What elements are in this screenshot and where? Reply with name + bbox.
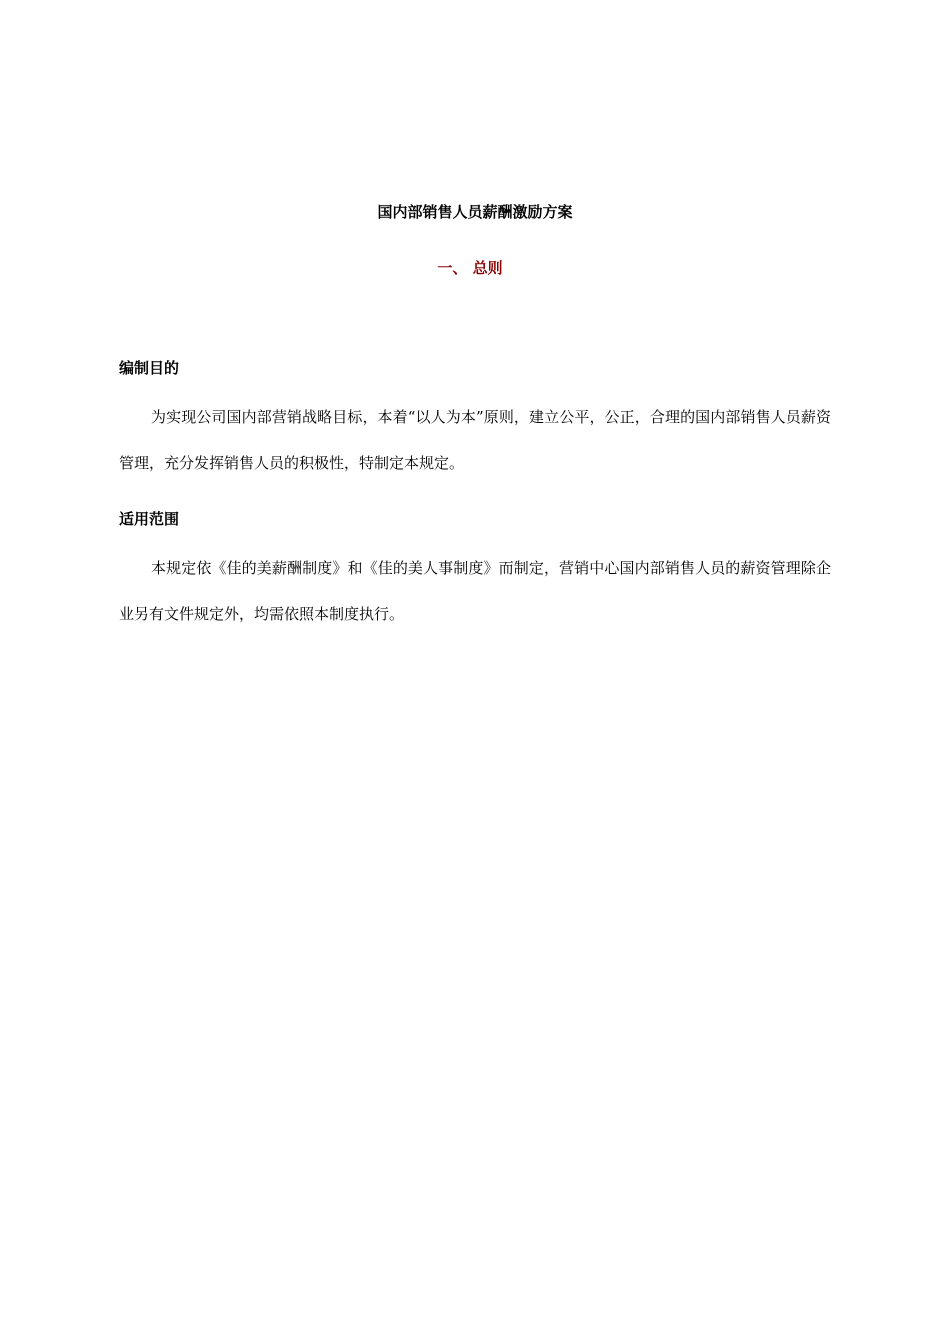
scope-heading: 适用范围 [119, 510, 180, 528]
purpose-heading: 编制目的 [119, 359, 180, 377]
document-title: 国内部销售人员薪酬激励方案 [377, 203, 573, 221]
scope-paragraph: 本规定依《佳的美薪酬制度》和《佳的美人事制度》而制定，营销中心国内部销售人员的薪资管理除企业另有文件规定外，均需依照本制度执行。 [119, 559, 831, 623]
purpose-paragraph: 为实现公司国内部营销战略目标，本着“以人为本”原则，建立公平，公正，合理的国内部销售人员薪资管理，充分发挥销售人员的积极性，特制定本规定。 [119, 408, 831, 472]
section-heading-general: 一、 总则 [437, 259, 503, 277]
